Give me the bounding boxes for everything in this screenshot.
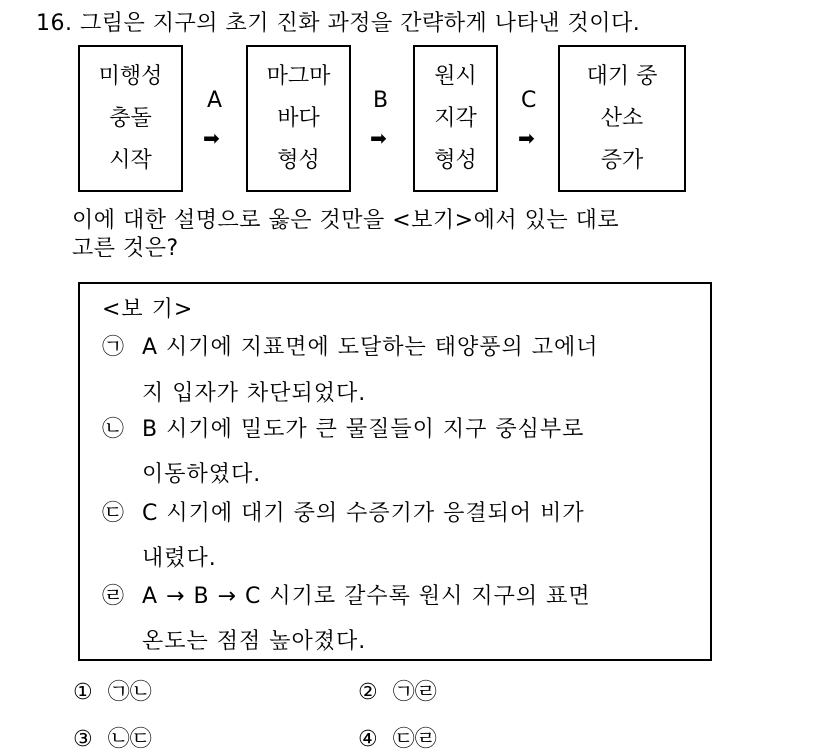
option-number: ④: [358, 727, 378, 752]
stage-text: 증가: [600, 147, 644, 173]
right-arrow-icon: ➡: [518, 126, 535, 150]
answer-option-4[interactable]: [358, 722, 437, 753]
option-number: ③: [73, 727, 93, 752]
bogi-item-marker: ㉢: [102, 501, 126, 526]
bogi-item-text: 온도는 점점 높아졌다.: [142, 629, 367, 654]
option-answer: ㉢㉣: [392, 727, 437, 752]
bogi-item-text: A 시기에 지표면에 도달하는 태양풍의 고에너: [142, 335, 599, 360]
stage-box-primitive-crust: [413, 45, 498, 192]
answer-option-2[interactable]: [358, 675, 437, 706]
question-title: 16. 그림은 지구의 초기 진화 과정을 간략하게 나타낸 것이다.: [36, 11, 641, 36]
answer-option-3[interactable]: [73, 722, 152, 753]
bogi-item-marker: ㉣: [102, 584, 126, 609]
right-arrow-icon: ➡: [370, 126, 387, 150]
bogi-item-text: 지 입자가 차단되었다.: [142, 381, 367, 406]
bogi-box: [78, 282, 712, 661]
option-number: ①: [73, 680, 93, 705]
transition-label-b: B: [373, 88, 389, 113]
question-prompt: 이에 대한 설명으로 옳은 것만을 <보기>에서 있는 대로: [72, 208, 620, 233]
stage-text: 산소: [600, 105, 644, 131]
bogi-item-marker: ㉡: [102, 417, 126, 442]
option-answer: ㉡㉢: [107, 727, 152, 752]
transition-label-a: A: [207, 88, 223, 113]
stage-text: 충돌: [109, 105, 152, 131]
stage-text: 형성: [277, 147, 320, 173]
stage-text: 미행성: [98, 63, 163, 89]
bogi-item-text: C 시기에 대기 중의 수증기가 응결되어 비가: [142, 501, 585, 526]
stage-box-oxygen-increase: [558, 45, 686, 192]
stage-box-planetesimal-collision: [78, 45, 183, 192]
bogi-item-text: A → B → C 시기로 갈수록 원시 지구의 표면: [142, 584, 591, 609]
stage-text: 원시: [434, 63, 477, 89]
right-arrow-icon: ➡: [203, 126, 220, 150]
bogi-item-text: 이동하였다.: [142, 462, 262, 487]
question-prompt: 고른 것은?: [72, 236, 179, 261]
stage-text: 형성: [434, 147, 477, 173]
stage-box-magma-ocean: [246, 45, 351, 192]
stage-text: 바다: [277, 105, 320, 131]
option-answer: ㉠㉡: [107, 680, 152, 705]
option-answer: ㉠㉣: [392, 680, 437, 705]
transition-label-c: C: [521, 88, 537, 113]
stage-text: 마그마: [266, 63, 331, 89]
stage-text: 대기 중: [586, 63, 658, 89]
bogi-item-marker: ㉠: [102, 335, 126, 360]
bogi-item-text: 내렸다.: [142, 546, 217, 571]
answer-option-1[interactable]: [73, 675, 152, 706]
stage-text: 지각: [434, 105, 477, 131]
option-number: ②: [358, 680, 378, 705]
stage-text: 시작: [109, 147, 152, 173]
bogi-item-text: B 시기에 밀도가 큰 물질들이 지구 중심부로: [142, 417, 585, 442]
bogi-heading: <보 기>: [102, 297, 194, 322]
